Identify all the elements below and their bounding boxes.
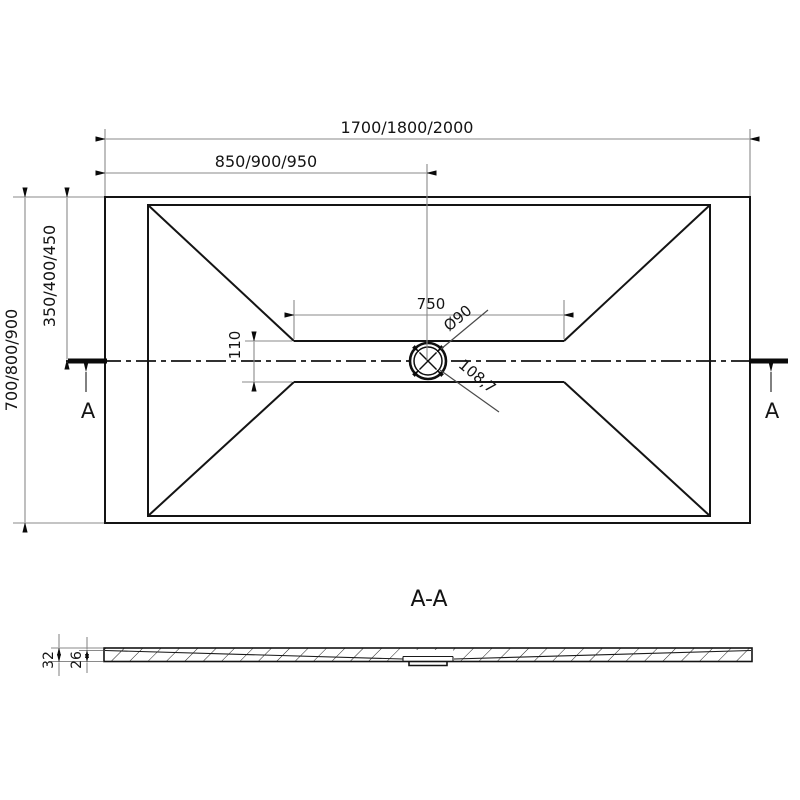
drain-symbol xyxy=(410,343,446,379)
section-label-left: A xyxy=(80,399,96,423)
section-title: A-A xyxy=(410,587,448,612)
dim-drain-cutout: 108,7 xyxy=(454,355,500,397)
dim-channel-length: 750 xyxy=(416,295,446,313)
top-view-dimensions xyxy=(2,118,750,523)
dim-floor-height: 26 xyxy=(69,651,85,669)
dim-total-length: 1700/1800/2000 xyxy=(340,118,474,137)
dim-edge-height: 32 xyxy=(41,651,57,669)
slope-line-top-left xyxy=(148,205,294,341)
dim-total-width: 700/800/900 xyxy=(2,308,21,412)
section-dimensions xyxy=(41,634,103,676)
section-label-right: A xyxy=(764,399,780,423)
dim-width-to-drain: 350/400/450 xyxy=(40,224,59,328)
slope-line-bottom-right xyxy=(564,382,710,516)
section-view xyxy=(41,587,752,676)
slope-line-top-right xyxy=(564,205,710,341)
slope-line-bottom-left xyxy=(148,382,294,516)
dim-length-to-drain: 850/900/950 xyxy=(214,152,318,171)
dim-channel-width: 110 xyxy=(226,330,244,360)
dim-drain-diameter: Ø90 xyxy=(440,301,476,335)
drain-recess-clear xyxy=(404,650,453,661)
